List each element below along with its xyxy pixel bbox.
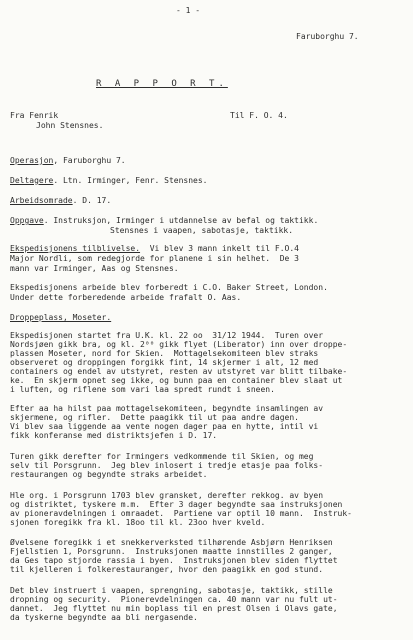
tilblivelse-line	[10, 244, 299, 253]
from-name: John Stensnes.	[36, 121, 104, 130]
tilblivelse-label: Ekspedisjonens tilblivelse.	[10, 244, 141, 253]
arbeidsomraade-line	[10, 196, 111, 205]
operasjon-line	[10, 156, 126, 165]
oppgave-label: Oppgave	[10, 216, 44, 225]
para4-line: sjonen foregikk fra kl. 18oo til kl. 23oo hver kveld.	[10, 518, 266, 527]
para1-line: Nordsjøen gikk bra, og kl. 2⁰⁰ gikk flyet (Liberator) inn over droppe-	[10, 340, 348, 349]
to-recipient: Til F. O. 4.	[230, 111, 288, 120]
arbeidsomraade-label: Arbeidsomrade	[10, 196, 73, 205]
oppgave-text-2: Stensnes i vaapen, sabotasje, taktikk.	[110, 226, 294, 235]
para1-line: i luften, og riflene som vari laa spredt rundt i sneen.	[10, 385, 275, 394]
deltagere-text: . Ltn. Irminger, Fenr. Stensnes.	[53, 176, 208, 185]
forberedt-text-2: Under dette forberedende arbeide frafalt O. Aas.	[10, 293, 242, 302]
report-title: R A P P O R T.	[96, 79, 228, 89]
para1-line: Ekspedisjonen startet fra U.K. kl. 22 oo 31/12 1944. Turen over	[10, 331, 324, 340]
para3-line: selv til Porsgrunn. Jeg blev inlosert i tredje etasje paa folks-	[10, 461, 324, 470]
arbeidsomraade-text: . D. 17.	[72, 196, 112, 205]
from-label: Fra Fenrik	[10, 111, 59, 120]
page-number: - 1 -	[176, 6, 201, 15]
para6-line: Det blev instruert i vaapen, sprengning, sabotasje, taktikk, stille	[10, 586, 333, 595]
para5-line: Øvelsene foregikk i et snekkerverksted tilhørende Asbjørn Henriksen	[10, 538, 333, 547]
deltagere-label: Deltagere	[10, 176, 54, 185]
para5-line: til kjelleren i folkerestauranger, hvor den paagikk en god stund.	[10, 565, 324, 574]
para5-line: Fjellstien 1, Porsgrunn. Instruksjonen maatte innstilles 2 ganger,	[10, 547, 333, 556]
droppeplass-heading: Droppeplass, Moseter.	[10, 313, 112, 322]
para2-line: Efter aa ha hilst paa mottagelsekomiteen, begyndte insamlingen av	[10, 404, 324, 413]
para3-line: Turen gikk derefter for Irmingers vedkommende til Skien, og meg	[10, 452, 314, 461]
para1-line: plassen Moseter, nord for Skien. Mottagelsekomiteen blev straks	[10, 349, 319, 358]
operasjon-label: Operasjon	[10, 156, 54, 165]
para2-line: skjermene, og rifler. Dette paagikk til ut paa andre dagen.	[10, 413, 299, 422]
para4-line: av pioneravdelningen i omraadet. Partiene var optil 10 mann. Instruk-	[10, 509, 352, 518]
para1-line: containers og endel av utstyret, resten av utstyret var blitt tilbake-	[10, 367, 348, 376]
para6-line: da tyskerne begyndte aa bli nergasende.	[10, 613, 198, 622]
oppgave-line	[10, 216, 318, 225]
location-header: Faruborghu 7.	[296, 32, 359, 41]
para4-line: og distriktet, tyskere m.m. Efter 3 dager begyndte saa instruksjonen	[10, 500, 343, 509]
oppgave-text-1: . Instruksjon, Irminger i utdannelse av befal og taktikk.	[43, 216, 319, 225]
para1-line: observeret og droppingen forgikk fint, 14 skjermer i alt, 12 med	[10, 358, 319, 367]
para3-line: restaurangen og begyndte straks arbeidet.	[10, 470, 208, 479]
para2-line: fikk konferanse med distriktsjefen i D. 17.	[10, 431, 218, 440]
operasjon-text: , Faruborghu 7.	[53, 156, 126, 165]
forberedt-text-1: Ekspedisjonens arbeide blev forberedt i C.O. Baker Street, London.	[10, 283, 328, 292]
para5-line: da Ges tapo stjorde rassia i byen. Instruksjonen blev siden flyttet	[10, 556, 338, 565]
para2-line: Vi blev saa liggende aa vente nogen dager paa en hytte, intil vi	[10, 422, 319, 431]
deltagere-line	[10, 176, 207, 185]
para6-line: dannet. Jeg flyttet nu min boplass til en prest Olsen i Olavs gate,	[10, 604, 338, 613]
tilblivelse-text-3: mann var Irminger, Aas og Stensnes.	[10, 264, 179, 273]
para6-line: dropning og security. Pionerevdelningen ca. 40 mann var nu fult ut-	[10, 595, 338, 604]
para1-line: ke. En skjerm opnet seg ikke, og bunn paa en container blev slaat ut	[10, 376, 343, 385]
para4-line: Hle org. i Porsgrunn 1703 blev gransket, derefter rekkog. av byen	[10, 491, 324, 500]
tilblivelse-text-1: Vi blev 3 mann inkelt til F.O.4	[149, 244, 299, 253]
tilblivelse-text-2: Major Nordli, som redegjorde for planene i sin helhet. De 3	[10, 254, 299, 263]
